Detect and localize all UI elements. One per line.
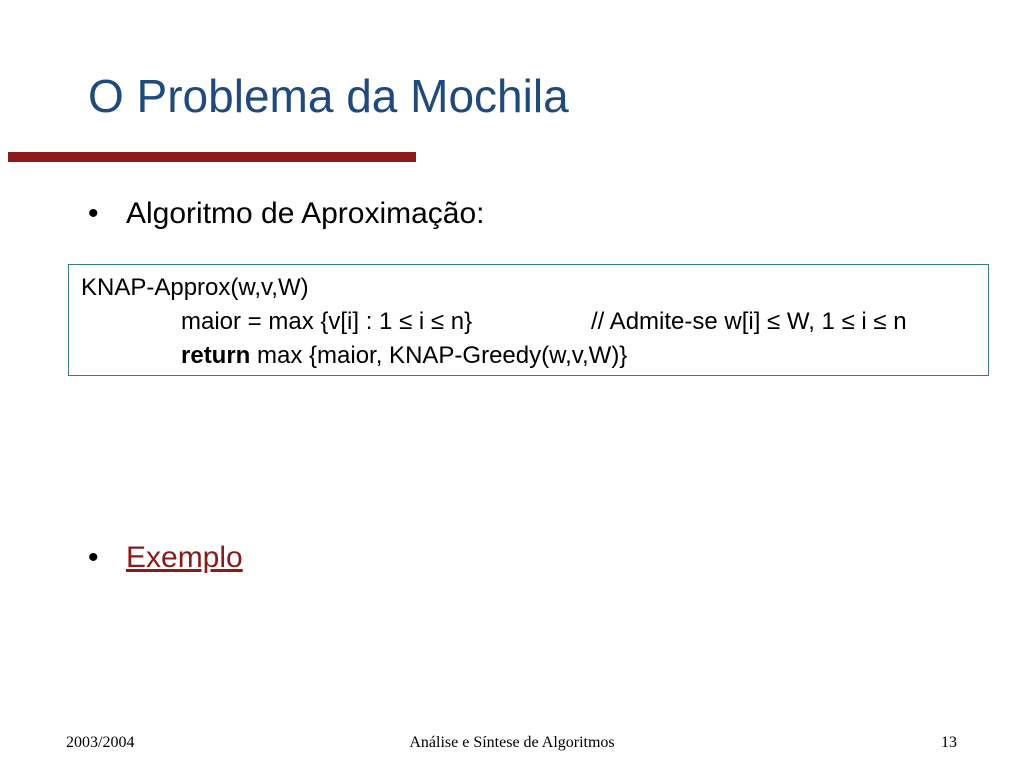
- title-underline-rule: [8, 152, 416, 162]
- code-line-return: [181, 339, 627, 373]
- code-line-maior: maior = max {v[i] : 1 ≤ i ≤ n}: [181, 308, 473, 335]
- bullet-text-algoritmo: Algoritmo de Aproximação:: [126, 197, 485, 230]
- bullet-item: [88, 196, 485, 232]
- footer-year: 2003/2004: [66, 734, 135, 751]
- code-box: [68, 264, 989, 376]
- exemplo-link[interactable]: Exemplo: [126, 541, 243, 574]
- return-expression: max {maior, KNAP-Greedy(w,v,W)}: [250, 342, 628, 369]
- bullet-item: [88, 540, 243, 576]
- code-comment: // Admite-se w[i] ≤ W, 1 ≤ i ≤ n: [591, 308, 907, 335]
- footer-course-title: Análise e Síntese de Algoritmos: [409, 734, 615, 751]
- return-keyword: return: [181, 342, 251, 369]
- slide-title: O Problema da Mochila: [88, 70, 569, 122]
- bullet-marker: •: [88, 197, 99, 230]
- bullet-marker: •: [88, 541, 99, 574]
- footer-page-number: 13: [941, 734, 957, 751]
- code-line-signature: KNAP-Approx(w,v,W): [81, 274, 309, 301]
